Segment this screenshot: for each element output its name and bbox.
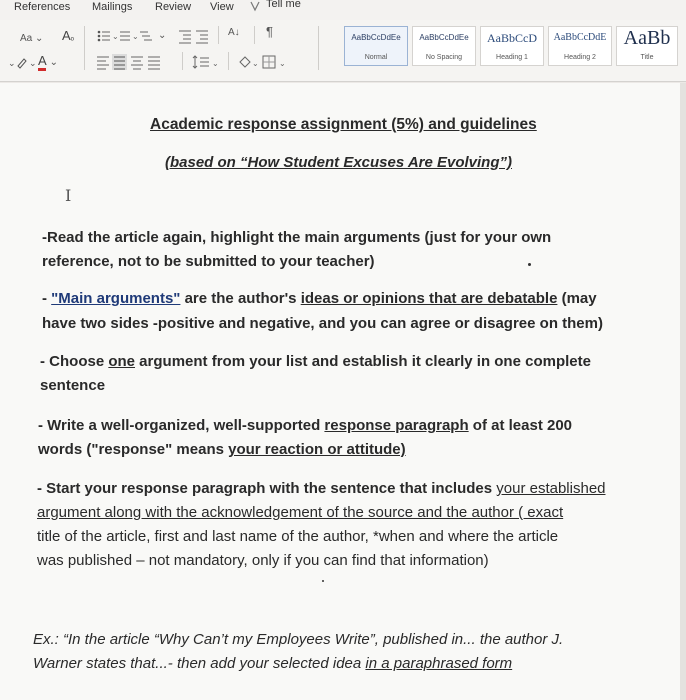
svg-text:⌄: ⌄ xyxy=(252,59,259,68)
multilevel-list-icon[interactable]: ⌄ xyxy=(158,30,167,41)
divider xyxy=(218,26,219,44)
paragraph-1-line-2: reference, not to be submitted to your teacher) xyxy=(42,253,375,270)
example-line-1: Ex.: “In the article “Why Can’t my Employees Write”, published in... the author J. xyxy=(33,631,564,648)
paragraph-3-line-1: - Choose one argument from your list and establish it clearly in one complete xyxy=(40,353,591,370)
divider xyxy=(318,26,319,70)
menu-references[interactable]: References xyxy=(14,1,71,13)
highlighter-icon xyxy=(8,56,36,70)
menu-view[interactable]: View xyxy=(210,1,234,13)
font-size-dropdown[interactable]: Aa ⌄ xyxy=(20,33,44,44)
stray-dot xyxy=(322,580,324,582)
style-heading-1[interactable]: AaBbCcD Heading 1 xyxy=(480,26,544,66)
page-edge xyxy=(680,83,686,700)
style-no-spacing[interactable]: AaBbCcDdEe No Spacing xyxy=(412,26,476,66)
svg-text:⌄: ⌄ xyxy=(212,59,219,68)
svg-text:⌄: ⌄ xyxy=(132,32,139,41)
svg-text:⌄: ⌄ xyxy=(29,58,36,68)
paragraph-5-line-4: was published – not mandatory, only if you can find that information) xyxy=(37,552,489,569)
paragraph-2-line-1: - "Main arguments" are the author's ideas or opinions that are debatable (may xyxy=(42,290,597,307)
divider xyxy=(84,26,85,70)
text-cursor-icon: I xyxy=(65,186,72,205)
svg-text:⌄: ⌄ xyxy=(8,58,16,68)
stray-dot xyxy=(528,263,531,266)
show-formatting-icon[interactable]: ¶ xyxy=(266,24,273,39)
bullets-icon[interactable] xyxy=(96,28,156,48)
font-color-button[interactable]: A ⌄ xyxy=(38,55,58,69)
paragraph-2-line-2: have two sides -positive and negative, and you can agree or disagree on them) xyxy=(42,315,603,332)
paragraph-3-line-2: sentence xyxy=(40,377,106,394)
divider xyxy=(254,26,255,44)
svg-text:⌄: ⌄ xyxy=(279,59,286,68)
style-heading-2[interactable]: AaBbCcDdE Heading 2 xyxy=(548,26,612,66)
svg-text:⌄: ⌄ xyxy=(112,32,119,41)
menu-review[interactable]: Review xyxy=(155,1,192,13)
document-title: Academic response assignment (5%) and guidelines xyxy=(150,116,537,133)
clear-formatting-button[interactable]: Aₒ xyxy=(62,28,75,43)
highlight-button[interactable] xyxy=(8,56,36,74)
style-title[interactable]: AaBb Title xyxy=(616,26,678,66)
divider xyxy=(182,52,183,70)
menu-bar xyxy=(0,0,686,20)
main-arguments-term: "Main arguments" xyxy=(51,290,181,307)
paragraph-5-line-1: - Start your response paragraph with the sentence that includes your established xyxy=(37,480,606,497)
chevron-down-icon: ⌄ xyxy=(35,33,44,44)
chevron-down-icon: ⌄ xyxy=(49,57,58,68)
example-line-2: Warner states that...- then add your selected idea in a paraphrased form xyxy=(33,655,513,672)
sort-icon[interactable]: A↓ xyxy=(228,27,240,38)
debatable-phrase: ideas or opinions that are debatable xyxy=(300,290,558,307)
style-normal[interactable]: AaBbCcDdEe Normal xyxy=(344,26,408,66)
ribbon xyxy=(0,20,686,82)
document-subtitle: (based on “How Student Excuses Are Evolving”) xyxy=(165,154,513,171)
menu-mailings[interactable]: Mailings xyxy=(92,1,133,13)
lightbulb-icon xyxy=(248,0,262,16)
paragraph-1-line-1: -Read the article again, highlight the main arguments (just for your own xyxy=(42,229,552,246)
paragraph-5-line-2: argument along with the acknowledgement of the source and the author ( exact xyxy=(37,504,564,521)
shading-icon[interactable] xyxy=(238,54,300,74)
tell-me-search[interactable]: Tell me xyxy=(266,0,301,10)
paragraph-4-line-2: words ("response" means your reaction or attitude) xyxy=(38,441,406,458)
decrease-indent-icon[interactable] xyxy=(178,28,210,48)
paragraph-4-line-1: - Write a well-organized, well-supported response paragraph of at least 200 xyxy=(38,417,573,434)
align-left-icon[interactable] xyxy=(96,54,176,74)
divider xyxy=(228,52,229,70)
paragraph-5-line-3: title of the article, first and last name of the author, *when and where the article xyxy=(37,528,559,545)
line-spacing-icon[interactable] xyxy=(192,54,224,74)
